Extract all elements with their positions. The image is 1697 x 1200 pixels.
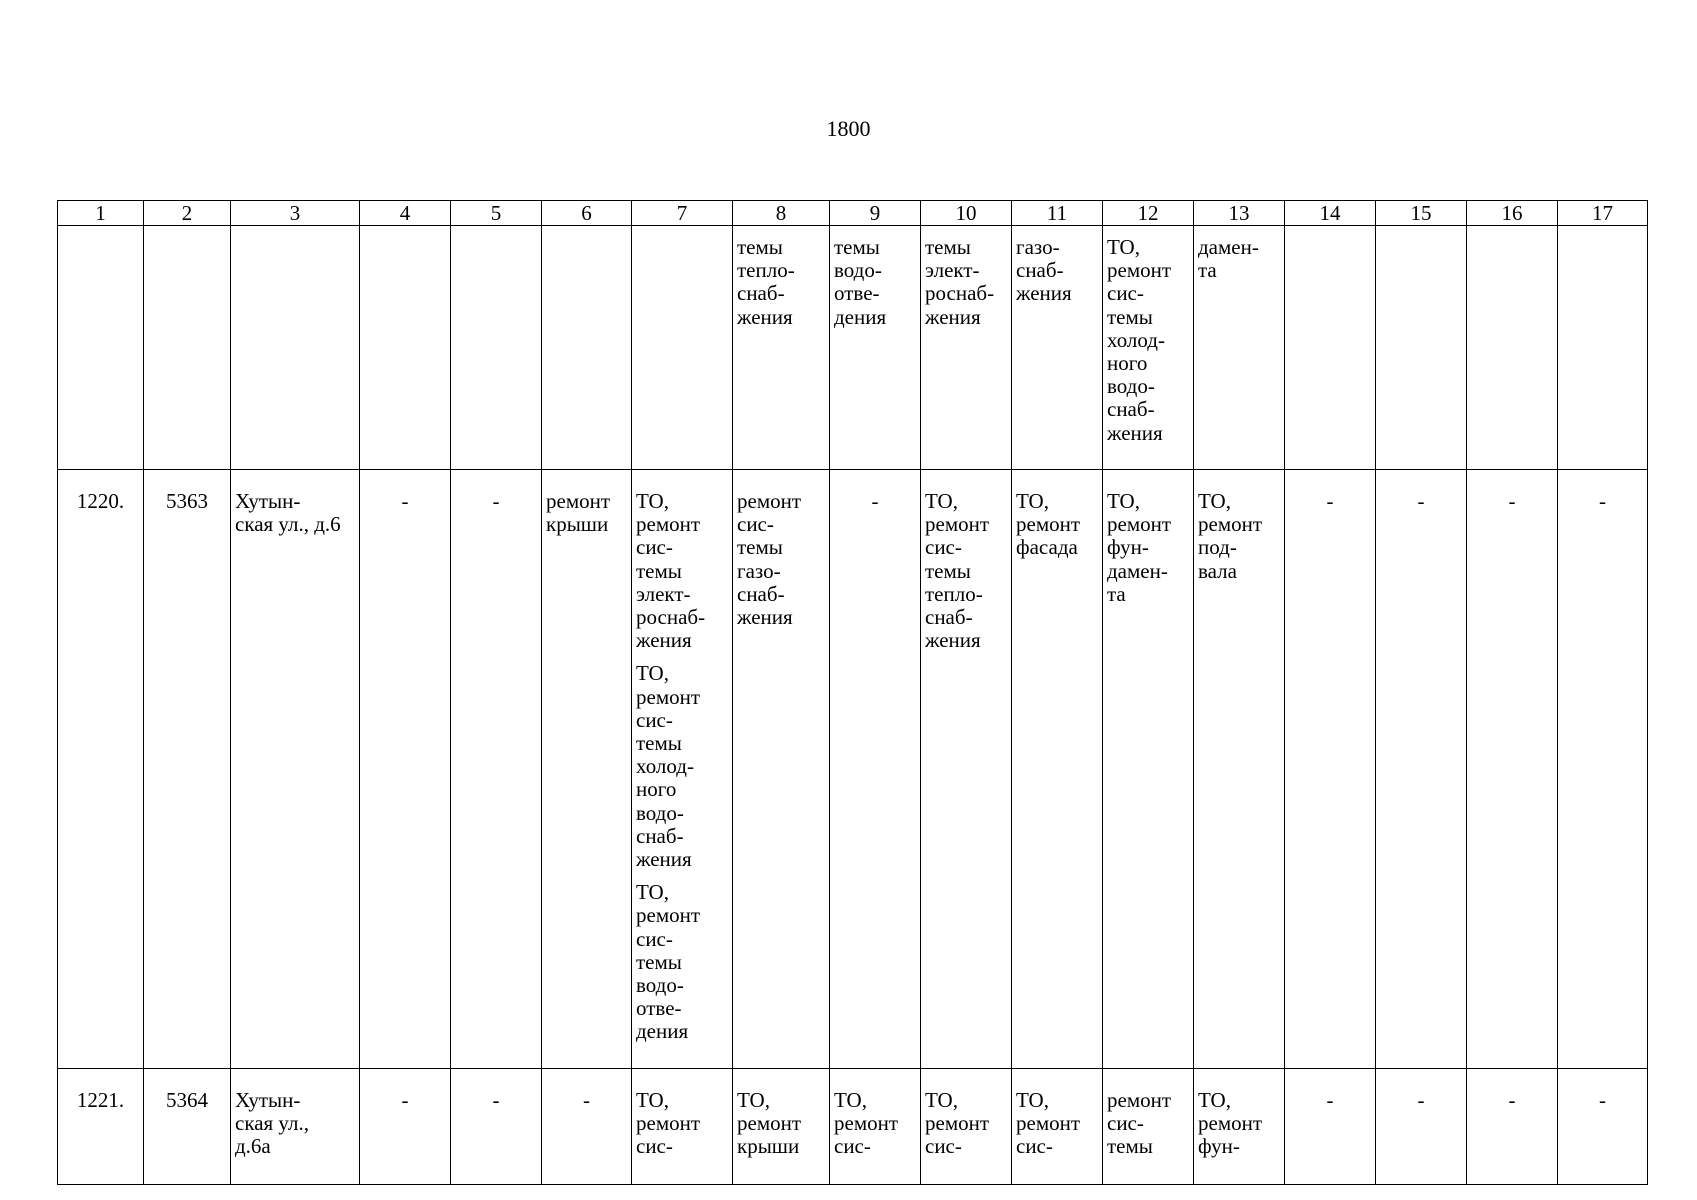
- cell-line: роснаб-: [925, 281, 995, 306]
- address-cell: [231, 1069, 360, 1185]
- column-number: 13: [1194, 201, 1285, 226]
- table-cell: -: [1376, 1069, 1467, 1185]
- cell-paragraph: [636, 662, 728, 871]
- cell-line: темы: [636, 731, 682, 756]
- cell-line: элект-: [925, 258, 980, 283]
- cell-paragraph: [636, 881, 728, 1043]
- cell-line: темы: [1107, 1134, 1153, 1159]
- cell-line: та: [1198, 258, 1217, 283]
- cell-line: крыши: [737, 1134, 800, 1159]
- table-cell: [451, 226, 542, 470]
- table-cell: [542, 226, 632, 470]
- cell-line: ремонт: [1016, 1111, 1081, 1136]
- cell-line: темы: [636, 558, 682, 583]
- cell-line: сис-: [925, 535, 962, 560]
- column-number: 15: [1376, 201, 1467, 226]
- object-code: 5364: [144, 1069, 231, 1185]
- table-cell: [632, 470, 733, 1069]
- repair-schedule-table: [57, 200, 1648, 1185]
- cell-line: роснаб-: [636, 605, 706, 630]
- cell-line: тепло-: [925, 581, 983, 606]
- column-number: 11: [1012, 201, 1103, 226]
- cell-line: тепло-: [737, 258, 795, 283]
- column-number: 14: [1285, 201, 1376, 226]
- table-cell: [231, 226, 360, 470]
- cell-line: газо-: [737, 558, 781, 583]
- cell-line: сис-: [925, 1134, 962, 1159]
- table-cell: -: [451, 470, 542, 1069]
- table-cell: [830, 226, 921, 470]
- column-number: 17: [1558, 201, 1648, 226]
- cell-line: ремонт: [546, 489, 611, 513]
- cell-line: ремонт: [1198, 1111, 1263, 1136]
- cell-line: дамен-: [1198, 235, 1259, 259]
- cell-line: снаб-: [925, 605, 973, 630]
- table-cell: -: [451, 1069, 542, 1185]
- table-cell: -: [542, 1069, 632, 1185]
- cell-line: Хутын-: [235, 1088, 301, 1112]
- cell-line: снаб-: [636, 823, 684, 848]
- cell-line: ская ул., д.6: [235, 512, 341, 537]
- table-cell: [360, 226, 451, 470]
- table-cell: -: [1467, 470, 1558, 1069]
- table-cell: [733, 470, 830, 1069]
- column-number: 8: [733, 201, 830, 226]
- cell-line: дения: [834, 304, 887, 329]
- table-cell: [921, 1069, 1012, 1185]
- column-number-row: [58, 201, 1648, 226]
- cell-line: дамен-: [1107, 558, 1168, 583]
- cell-line: ская ул.,: [235, 1111, 309, 1136]
- cell-line: ремонт: [636, 512, 701, 537]
- cell-line: жения: [1107, 420, 1163, 445]
- column-number: 1: [58, 201, 144, 226]
- cell-line: ремонт: [1107, 1088, 1172, 1112]
- table-cell: -: [1558, 1069, 1648, 1185]
- column-number: 5: [451, 201, 542, 226]
- cell-line: ТО,: [636, 489, 669, 513]
- cell-line: ремонт: [636, 684, 701, 709]
- cell-line: темы: [834, 235, 880, 259]
- table-cell: -: [830, 470, 921, 1069]
- row-number: 1221.: [58, 1069, 144, 1185]
- table-cell: [632, 1069, 733, 1185]
- cell-line: фун-: [1198, 1134, 1240, 1159]
- cell-line: снаб-: [1107, 397, 1155, 422]
- cell-line: отве-: [636, 996, 682, 1021]
- table-cell: [921, 470, 1012, 1069]
- cell-line: ТО,: [1016, 489, 1049, 513]
- table-cell: [1194, 470, 1285, 1069]
- cell-line: темы: [737, 535, 783, 560]
- cell-line: ного: [1107, 351, 1148, 376]
- column-number: 9: [830, 201, 921, 226]
- table-cell: -: [1467, 1069, 1558, 1185]
- cell-line: сис-: [636, 926, 673, 951]
- table-cell: [1012, 470, 1103, 1069]
- cell-line: темы: [925, 558, 971, 583]
- cell-line: ремонт: [925, 512, 990, 537]
- table-cell: [830, 1069, 921, 1185]
- cell-line: сис-: [636, 1134, 673, 1159]
- cell-line: жения: [737, 304, 793, 329]
- cell-line: водо-: [636, 800, 684, 825]
- table-cell: -: [1285, 470, 1376, 1069]
- cell-line: жения: [1016, 281, 1072, 306]
- table-cell: [1194, 226, 1285, 470]
- table-cell: -: [1285, 1069, 1376, 1185]
- cell-line: ТО,: [834, 1088, 867, 1112]
- table-cell: [1012, 226, 1103, 470]
- column-number: 6: [542, 201, 632, 226]
- cell-line: холод-: [1107, 327, 1165, 352]
- cell-line: крыши: [546, 512, 609, 537]
- cell-line: ного: [636, 777, 677, 802]
- table-cell: [1103, 226, 1194, 470]
- column-number: 4: [360, 201, 451, 226]
- table-cell: [1285, 226, 1376, 470]
- cell-line: фасада: [1016, 535, 1078, 560]
- cell-line: темы: [925, 235, 971, 259]
- cell-line: ТО,: [925, 489, 958, 513]
- cell-line: ремонт: [1107, 512, 1172, 537]
- continuation-row: [58, 226, 1648, 470]
- cell-line: снаб-: [737, 581, 785, 606]
- table-cell: [1012, 1069, 1103, 1185]
- cell-line: ТО,: [925, 1088, 958, 1112]
- cell-line: ремонт: [636, 903, 701, 928]
- table-cell: [1558, 226, 1648, 470]
- object-code: 5363: [144, 470, 231, 1069]
- table-cell: [733, 226, 830, 470]
- table-cell: -: [1558, 470, 1648, 1069]
- table-cell: [632, 226, 733, 470]
- table-cell: [1103, 1069, 1194, 1185]
- table-cell: -: [1376, 470, 1467, 1069]
- column-number: 10: [921, 201, 1012, 226]
- cell-line: жения: [925, 304, 981, 329]
- row-number: 1220.: [58, 470, 144, 1069]
- cell-line: жения: [636, 628, 692, 653]
- table-cell: -: [360, 470, 451, 1069]
- table-cell: [144, 226, 231, 470]
- cell-paragraph: [636, 490, 728, 652]
- cell-line: сис-: [1107, 281, 1144, 306]
- table-cell: [1376, 226, 1467, 470]
- cell-line: ТО,: [1198, 489, 1231, 513]
- cell-line: сис-: [834, 1134, 871, 1159]
- cell-line: сис-: [1016, 1134, 1053, 1159]
- cell-line: ТО,: [636, 1088, 669, 1112]
- column-number: 7: [632, 201, 733, 226]
- cell-line: жения: [636, 847, 692, 872]
- column-number: 16: [1467, 201, 1558, 226]
- cell-line: водо-: [1107, 374, 1155, 399]
- column-number: 12: [1103, 201, 1194, 226]
- cell-line: сис-: [1107, 1111, 1144, 1136]
- table-cell: [58, 226, 144, 470]
- cell-line: фун-: [1107, 535, 1149, 560]
- table-cell: [1194, 1069, 1285, 1185]
- cell-line: ремонт: [1107, 258, 1172, 283]
- cell-line: холод-: [636, 754, 694, 779]
- cell-line: водо-: [834, 258, 882, 283]
- cell-line: водо-: [636, 973, 684, 998]
- cell-line: сис-: [737, 512, 774, 537]
- cell-line: под-: [1198, 535, 1237, 560]
- table-row: [58, 1069, 1648, 1185]
- page-number: 1800: [826, 116, 871, 141]
- cell-line: ТО,: [737, 1088, 770, 1112]
- cell-line: ремонт: [925, 1111, 990, 1136]
- cell-line: ТО,: [1107, 235, 1140, 259]
- column-number: 2: [144, 201, 231, 226]
- cell-line: элект-: [636, 581, 691, 606]
- cell-line: д.6а: [235, 1134, 271, 1159]
- table-cell: [733, 1069, 830, 1185]
- table-cell: -: [360, 1069, 451, 1185]
- cell-line: ремонт: [636, 1111, 701, 1136]
- cell-line: дения: [636, 1019, 689, 1044]
- table-cell: [542, 470, 632, 1069]
- table-cell: [1467, 226, 1558, 470]
- cell-line: ремонт: [737, 1111, 802, 1136]
- cell-line: вала: [1198, 558, 1237, 583]
- cell-line: отве-: [834, 281, 880, 306]
- cell-line: ремонт: [834, 1111, 899, 1136]
- cell-line: темы: [1107, 304, 1153, 329]
- cell-line: ремонт: [1198, 512, 1263, 537]
- cell-line: снаб-: [1016, 258, 1064, 283]
- cell-line: Хутын-: [235, 489, 301, 513]
- cell-line: сис-: [636, 535, 673, 560]
- cell-line: жения: [925, 628, 981, 653]
- cell-line: сис-: [636, 707, 673, 732]
- column-number: 3: [231, 201, 360, 226]
- cell-line: ТО,: [1198, 1088, 1231, 1112]
- address-cell: [231, 470, 360, 1069]
- cell-line: темы: [636, 949, 682, 974]
- cell-line: ТО,: [1016, 1088, 1049, 1112]
- cell-line: темы: [737, 235, 783, 259]
- cell-line: ремонт: [1016, 512, 1081, 537]
- cell-line: ремонт: [737, 489, 802, 513]
- cell-line: та: [1107, 581, 1126, 606]
- cell-line: ТО,: [1107, 489, 1140, 513]
- table-cell: [921, 226, 1012, 470]
- cell-line: ТО,: [636, 661, 669, 686]
- table-row: [58, 470, 1648, 1069]
- table-cell: [1103, 470, 1194, 1069]
- cell-line: ТО,: [636, 880, 669, 905]
- cell-line: снаб-: [737, 281, 785, 306]
- cell-line: жения: [737, 605, 793, 630]
- cell-line: газо-: [1016, 235, 1060, 259]
